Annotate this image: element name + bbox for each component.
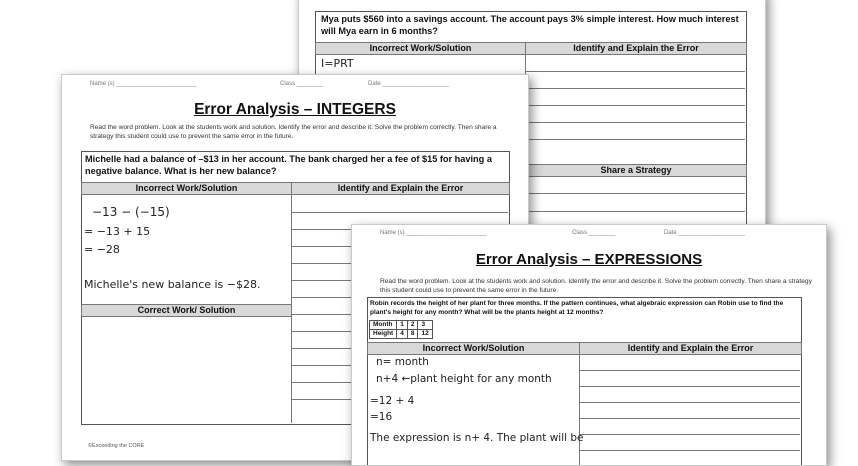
table-cell: 2 bbox=[407, 321, 418, 330]
answer-line bbox=[579, 418, 800, 419]
name-field: Name (s) ________________________ bbox=[90, 81, 197, 87]
table-cell: Height bbox=[370, 330, 397, 339]
month-height-table bbox=[369, 320, 433, 339]
table-cell: 8 bbox=[407, 330, 418, 339]
expressions-work-line-5: The expression is n+ 4. The plant will be bbox=[370, 432, 584, 444]
answer-line bbox=[579, 386, 800, 387]
date-field: Date ____________________ bbox=[664, 230, 746, 236]
integers-work-line-1: −13 − (−15) bbox=[92, 205, 170, 219]
answer-line bbox=[579, 434, 800, 435]
answer-line bbox=[525, 211, 745, 212]
answer-line bbox=[525, 139, 745, 140]
integers-col-explain-error: Identify and Explain the Error bbox=[291, 182, 510, 195]
integers-col-incorrect-work: Incorrect Work/Solution bbox=[81, 182, 292, 195]
integers-title: Error Analysis – INTEGERS bbox=[194, 101, 396, 118]
expressions-title: Error Analysis – EXPRESSIONS bbox=[475, 251, 703, 268]
integers-work-line-3: = −28 bbox=[84, 243, 120, 256]
answer-line bbox=[525, 71, 745, 72]
integers-problem-text: Michelle had a balance of –$13 in her account. The bank charged her a fee of $15 for having a negative balance. What is her new balance? bbox=[85, 154, 492, 176]
table-cell: 3 bbox=[418, 321, 432, 330]
table-cell: 12 bbox=[418, 330, 432, 339]
expressions-col-explain-error: Identify and Explain the Error bbox=[579, 342, 802, 355]
name-field: Name (s) ________________________ bbox=[380, 230, 487, 236]
interest-student-work: I=PRT bbox=[321, 57, 354, 70]
table-cell: 1 bbox=[397, 321, 408, 330]
integers-col-correct-work: Correct Work/ Solution bbox=[81, 304, 292, 317]
answer-line bbox=[525, 105, 745, 106]
expressions-col-incorrect-work: Incorrect Work/Solution bbox=[367, 342, 580, 355]
integers-work-line-2: = −13 + 15 bbox=[84, 225, 151, 238]
expressions-instructions: Read the word problem. Look at the students work and solution. Identify the error and describe it. Solve the problem correctly. Then share a strategy this student could use to prevent the same error in the future. bbox=[380, 278, 812, 294]
integers-instructions: Read the word problem. Look at the students work and solution. Identify the error and describe it. Solve the problem correctly. Then share a strategy this student could use to prevent the same error in the future. bbox=[90, 124, 497, 140]
class-field: Class ________ bbox=[280, 81, 324, 87]
integers-footer: ©Exceeding the CORE bbox=[88, 443, 145, 449]
expressions-work-line-3: =12 + 4 bbox=[370, 395, 415, 407]
expressions-problem-text: Robin records the height of her plant for three months. If the pattern continues, what algebraic expression can Robin use to find the plant's height for any month? What will be the plants height at 12 months? bbox=[370, 300, 784, 316]
class-field: Class ________ bbox=[572, 230, 616, 236]
interest-problem-text: Mya puts $560 into a savings account. The account pays 3% simple interest. How much interest will Mya earn in 6 months? bbox=[321, 14, 739, 36]
answer-line bbox=[579, 402, 800, 403]
table-row bbox=[370, 330, 433, 339]
expressions-work-line-1: n= month bbox=[376, 356, 429, 368]
date-field: Date ____________________ bbox=[368, 81, 450, 87]
table-row bbox=[370, 321, 433, 330]
answer-line bbox=[579, 370, 800, 371]
interest-col-incorrect-work: Incorrect Work/Solution bbox=[315, 42, 526, 55]
worksheet-expressions bbox=[351, 224, 827, 466]
expressions-work-line-2: n+4 ←plant height for any month bbox=[376, 373, 552, 385]
answer-line bbox=[291, 212, 508, 213]
table-cell: 4 bbox=[397, 330, 408, 339]
answer-line bbox=[525, 122, 745, 123]
answer-line bbox=[525, 193, 745, 194]
integers-work-line-4: Michelle's new balance is −$28. bbox=[84, 278, 261, 291]
expressions-work-line-4: =16 bbox=[370, 411, 393, 423]
answer-line bbox=[579, 450, 800, 451]
table-cell: Month bbox=[370, 321, 397, 330]
interest-col-share-strategy: Share a Strategy bbox=[525, 164, 747, 177]
answer-line bbox=[525, 88, 745, 89]
interest-col-explain-error: Identify and Explain the Error bbox=[525, 42, 747, 55]
